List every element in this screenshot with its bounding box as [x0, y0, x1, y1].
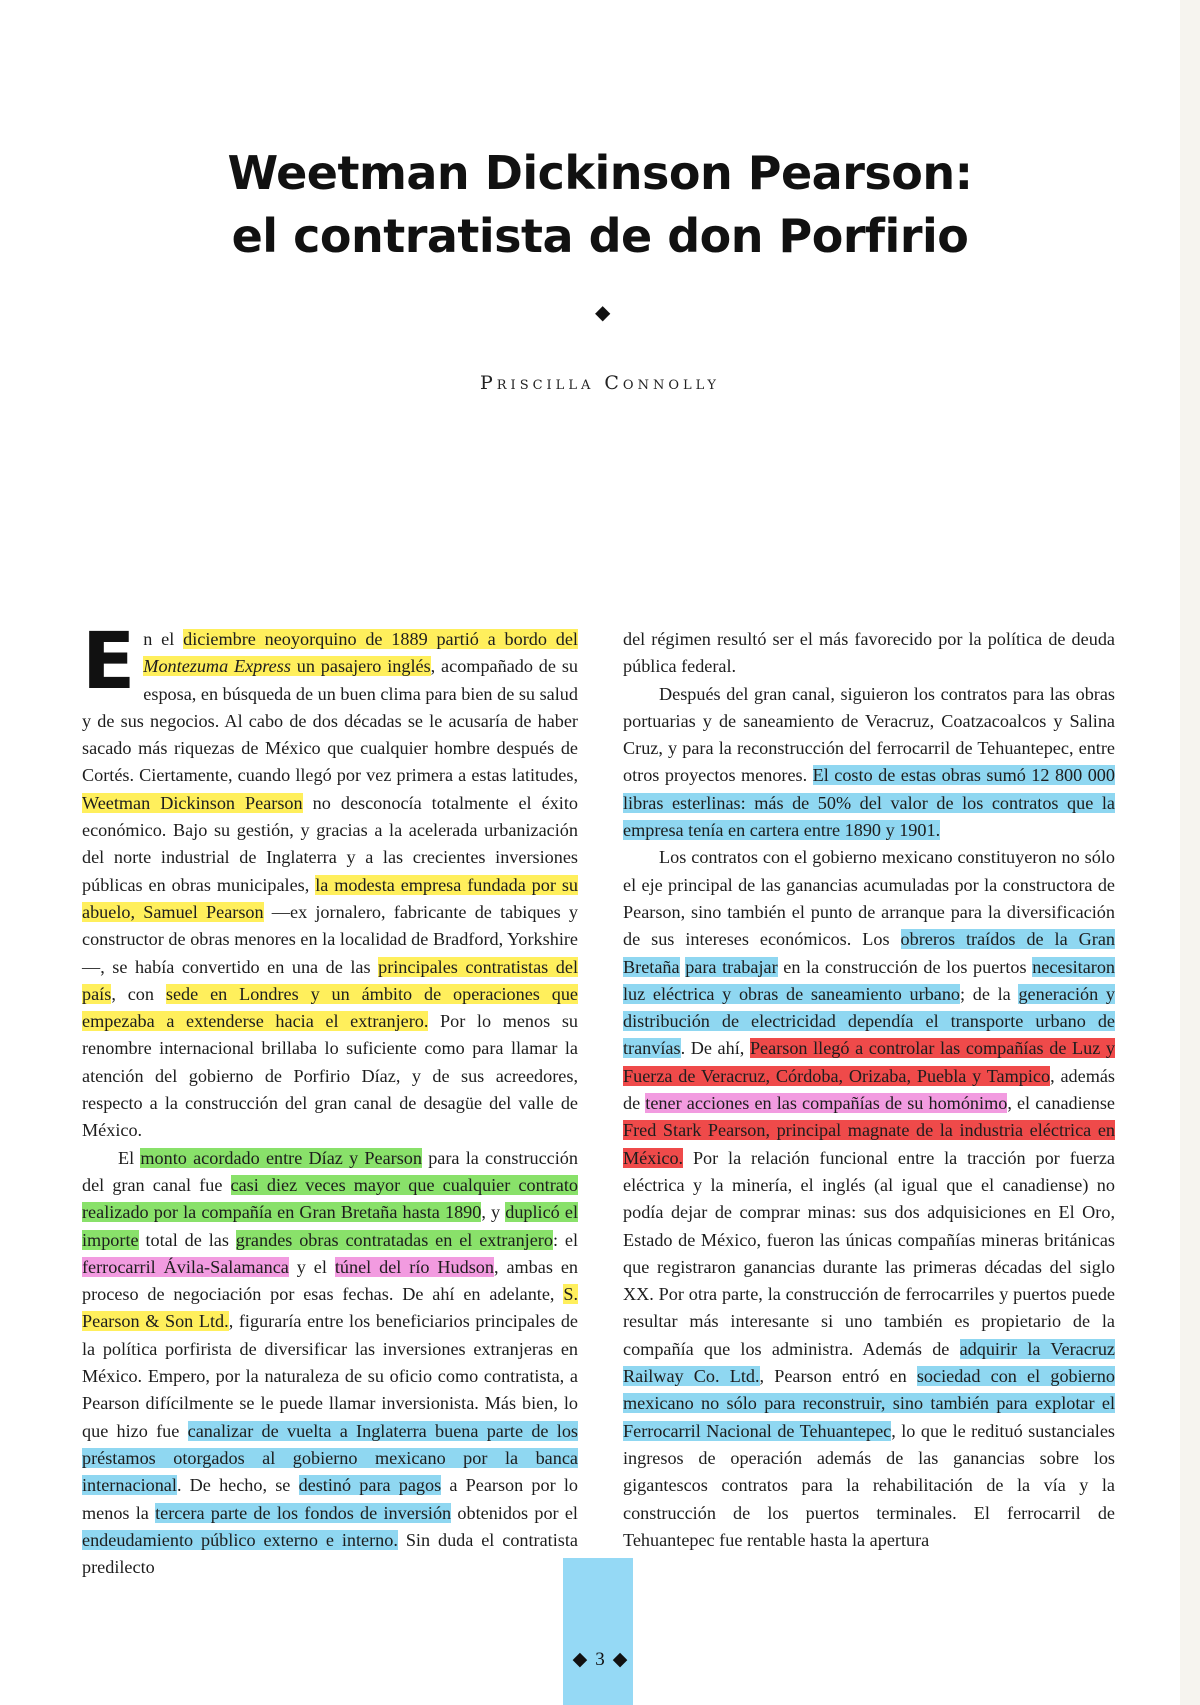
- highlighted-text: casi diez veces mayor que cualquier contrato realizado por la compañía en Gran Bretaña hasta 1890: [82, 1174, 578, 1223]
- page-footer: [560, 1648, 640, 1671]
- paragraph-runs: [623, 629, 1115, 676]
- paragraph-runs: [623, 847, 1115, 1549]
- body-text: El: [118, 1147, 141, 1168]
- body-text: , y: [481, 1202, 506, 1223]
- paragraph: [82, 1145, 578, 1582]
- highlighted-text: duplicó el importe: [82, 1202, 579, 1250]
- body-text: , acompañado de su esposa, en búsqueda de un buen clima para bien de su salud y de sus negocios. Al cabo de dos décadas se le acusaría de haber sacado más riquezas de México que cualquier hombre después de Cortés. Ciertamente, cuando llegó por vez primera a estas latitudes,: [82, 656, 578, 786]
- paragraph-runs: [82, 617, 579, 1141]
- author-name: Priscilla Connolly: [479, 372, 720, 394]
- paragraph-runs: [82, 1148, 578, 1577]
- body-text: Por lo menos su renombre internacional brillaba lo suficiente como para llamar la atención del gobierno de Porfirio Díaz, y de sus acreedores, respecto a la construcción del gran canal de desagüe del valle de México.: [82, 1011, 578, 1141]
- paragraph: [623, 626, 1115, 681]
- highlighted-text: Weetman Dickinson Pearson: [82, 792, 303, 813]
- body-text: , Pearson entró en: [759, 1366, 917, 1387]
- body-text: no desconocía totalmente el éxito económico. Bajo su gestión, y gracias a la acelerada urbanización del norte industrial de Inglaterra y a las crecientes inversiones públicas en obras municipales,: [82, 792, 578, 895]
- body-text: y el: [288, 1256, 335, 1277]
- highlighted-text: tener acciones en las compañías de su homónimo: [645, 1093, 1008, 1114]
- paragraph-runs: [623, 684, 1115, 840]
- body-text: , con: [111, 983, 166, 1004]
- highlighted-text: ferrocarril Ávila-Salamanca: [82, 1256, 289, 1277]
- body-text: del régimen resultó ser el más favorecido por la política de deuda pública federal.: [623, 629, 1115, 677]
- highlighted-text: destinó para pagos: [298, 1475, 442, 1496]
- body-text: Por la relación funcional entre la tracción por fuerza eléctrica y la minería, el inglés (al igual que el canadiense) no podía dejar de comprar minas: sus dos adquisiciones en El Oro, Estado de México, fueron las únicas compañías mineras británicas que registraron ganancias durante las primeras décadas del siglo XX. Por otra parte, la construcción de ferrocarriles y puertos puede resultar más interesante si uno también es propietario de la compañía que los administra. Además de: [623, 1147, 1115, 1359]
- body-text: total de las: [138, 1229, 236, 1250]
- highlighted-text: grandes obras contratadas en el extranjero: [235, 1229, 553, 1250]
- body-text: . De ahí,: [680, 1038, 750, 1059]
- highlighted-text: para trabajar: [685, 956, 778, 977]
- highlighted-text: sociedad con el gobierno mexicano no sólo para reconstruir, sino también para explotar el Ferrocarril Nacional de Tehuantepec: [623, 1366, 1115, 1441]
- body-text: Los contratos con el gobierno mexicano constituyeron no sólo el eje principal de las ganancias acumuladas por la constructora de Pearson, sino también el punto de arranque para la diversificación de sus intereses económicos. Los: [623, 847, 1115, 950]
- highlighted-text: tercera parte de los fondos de inversión: [155, 1502, 452, 1523]
- body-text: , lo que le redituó sustanciales ingresos de operación además de las ganancias sobre los gigantescos contratos para la rehabilitación de la vía y la construcción de los puertos terminales. El ferrocarril de Tehuantepec fue rentable hasta la apertura: [623, 1420, 1116, 1550]
- highlighted-text: endeudamiento público externo e interno.: [82, 1529, 398, 1550]
- highlighted-text: S. Pearson & Son Ltd.: [82, 1284, 578, 1332]
- right-column: [623, 626, 1115, 1554]
- footer-ornament-right: ◆: [612, 1649, 628, 1670]
- paragraph: [623, 681, 1115, 845]
- title-line-1: Weetman Dickinson Pearson:: [227, 146, 973, 200]
- body-text: Después del gran canal, siguieron los contratos para las obras portuarias y de saneamiento de Veracruz, Coatzacoalcos y Salina Cruz, y para la reconstrucción del ferrocarril de Tehuantepec, entre otros proyectos menores.: [623, 683, 1115, 786]
- page-number: 3: [595, 1649, 605, 1670]
- highlighted-text: Pearson llegó a controlar las compañías de Luz y Fuerza de Veracruz, Córdoba, Orizaba, Puebla y Tampico: [623, 1038, 1115, 1086]
- highlighted-text: necesitaron luz eléctrica y obras de saneamiento urbano: [623, 956, 1116, 1004]
- drop-cap: E: [82, 617, 136, 707]
- body-text: : el: [552, 1229, 578, 1250]
- highlighted-text: obreros traídos de la Gran Bretaña: [623, 929, 1115, 977]
- paragraph: [623, 844, 1115, 1554]
- highlighted-text: Montezuma Express: [143, 656, 291, 677]
- highlighted-text: monto acordado entre Díaz y Pearson: [140, 1147, 422, 1168]
- highlighted-text: un pasajero inglés: [290, 656, 431, 677]
- body-text: n el: [143, 629, 184, 649]
- body-text: , además de: [623, 1065, 1115, 1114]
- highlighted-text: la modesta empresa fundada por su abuelo, Samuel Pearson: [82, 874, 578, 922]
- highlighted-text: sede en Londres y un ámbito de operaciones que empezaba a extenderse hacia el extranjero.: [82, 983, 579, 1032]
- body-text: . De hecho, se: [176, 1475, 299, 1496]
- body-text: , ambas en proceso de negociación por esas fechas. De ahí en adelante,: [82, 1256, 578, 1305]
- body-text: en la construcción de los puertos: [777, 956, 1033, 977]
- highlighted-text: túnel del río Hudson: [334, 1256, 494, 1277]
- body-text: —ex jornalero, fabricante de tabiques y constructor de obras menores en la localidad de Bradford, Yorkshire—, se había convertido en una de las: [82, 901, 578, 977]
- body-text: Sin duda el contratista predilecto: [82, 1529, 578, 1578]
- highlighted-text: adquirir la Veracruz Railway Co. Ltd.: [623, 1338, 1115, 1387]
- highlighted-text: diciembre neoyorquino de 1889 partió a bordo del: [183, 629, 578, 649]
- body-text: ; de la: [960, 983, 1019, 1004]
- blue-highlight-block: [563, 1558, 633, 1705]
- body-text: obtenidos por el: [451, 1502, 578, 1523]
- article-title: [200, 142, 1000, 268]
- highlighted-text: Fred Stark Pearson, principal magnate de la industria eléctrica en México.: [623, 1120, 1115, 1168]
- body-text: , figuraría entre los beneficiarios principales de la política porfirista de diversificar las inversiones extranjeras en México. Empero, por la naturaleza de su oficio como contratista, a Pearson difícilmente se le puede llamar inversionista. Más bien, lo que hizo fue: [82, 1311, 578, 1441]
- highlighted-text: El costo de estas obras sumó 12 800 000 libras esterlinas: más de 50% del valor de los contratos que la empresa tenía en cartera entre 1890 y 1901.: [623, 765, 1115, 841]
- title-ornament: ◆: [595, 300, 611, 324]
- highlighted-text: principales contratistas del país: [82, 956, 578, 1004]
- body-text: , el canadiense: [1007, 1093, 1115, 1114]
- body-text: a Pearson por lo menos la: [82, 1475, 578, 1523]
- paragraph: [82, 617, 579, 1145]
- highlighted-text: generación y distribución de electricidad dependía el transporte urbano de tranvías: [623, 983, 1115, 1059]
- highlighted-text: canalizar de vuelta a Inglaterra buena parte de los préstamos otorgados al gobierno mexicano por la banca internacional: [82, 1420, 578, 1496]
- body-text: para la construcción del gran canal fue: [82, 1147, 578, 1195]
- left-column: [82, 617, 579, 1581]
- footer-ornament-left: ◆: [572, 1649, 588, 1670]
- title-line-2: el contratista de don Porfirio: [231, 209, 969, 263]
